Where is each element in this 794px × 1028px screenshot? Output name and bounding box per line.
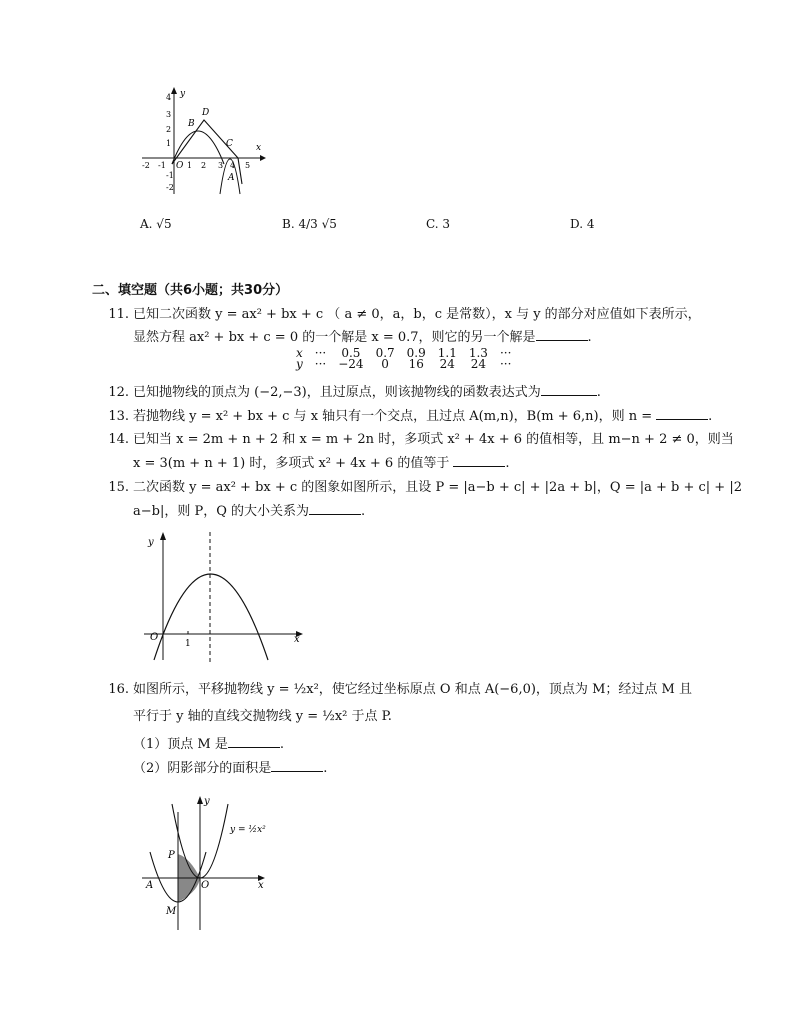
axis-label-y: y [148, 537, 154, 548]
table-cell: 0.7 [375, 346, 395, 360]
axis-label-y: y [180, 89, 186, 99]
table-cell: 16 [408, 357, 424, 371]
point-label-c: C [226, 139, 233, 149]
parabola-small [172, 131, 224, 164]
section-title: 二、填空题（共6小题；共30分） [92, 283, 289, 298]
y-axis-arrow [160, 532, 166, 540]
question-text: 已知二次函数 y = ax² + bx + c （ a ≠ 0，a，b，c 是常数），x 与 y 的部分对应值如下表所示， [133, 307, 701, 322]
choice-d-label: D. [570, 217, 587, 231]
question-text: 如图所示，平移抛物线 y = ½x²，使它经过坐标原点 O 和点 A(−6,0)，顶点为 M；经过点 M 且 [133, 682, 692, 697]
parabola [154, 574, 268, 660]
y-tick: 2 [166, 125, 172, 134]
choice-a-label: A. [140, 217, 157, 231]
question-number: 12. [108, 385, 129, 400]
question-text: （1）顶点 M 是 [133, 737, 228, 752]
answer-blank[interactable] [453, 454, 505, 467]
point-label-m: M [166, 906, 177, 917]
axis-label-x: x [256, 143, 262, 153]
question-text: x = 3(m + n + 1) 时，多项式 x² + 4x + 6 的值等于 [133, 456, 450, 471]
choice-b[interactable] [282, 217, 337, 231]
table-cell: x [296, 346, 303, 360]
period: . [279, 737, 284, 752]
x-tick: 1 [187, 161, 193, 170]
period: . [505, 456, 510, 471]
question-14-line-1 [103, 431, 734, 449]
question-13 [103, 407, 712, 426]
question-number: 15. [108, 480, 129, 495]
choice-b-value: 4/3 √5 [298, 217, 337, 231]
table-row-y [290, 359, 517, 370]
choice-c[interactable] [426, 217, 450, 231]
choice-a[interactable] [140, 217, 172, 231]
table-cell: ··· [499, 346, 512, 360]
origin-label: O [176, 161, 184, 171]
table-cell: 1.1 [437, 346, 457, 360]
origin-label: O [201, 880, 210, 891]
origin-label: O [150, 632, 159, 643]
answer-blank[interactable] [536, 328, 588, 341]
x-tick: -1 [158, 161, 166, 170]
question-text: 显然方程 ax² + bx + c = 0 的一个解是 x = 0.7，则它的另一个解是 [133, 330, 536, 345]
axis-label-y: y [204, 796, 210, 807]
choice-d[interactable] [570, 217, 594, 231]
x-tick: 4 [230, 161, 236, 170]
x-tick: 3 [218, 161, 224, 170]
period: . [323, 761, 328, 776]
point-label-p: P [168, 850, 175, 861]
question-16-line-1 [103, 681, 692, 699]
y-tick: -1 [166, 171, 174, 180]
question-16-line-2 [133, 708, 392, 726]
point-label-b: B [188, 119, 195, 129]
table-cell: 24 [439, 357, 455, 371]
question-11-line-1 [103, 306, 701, 324]
question-text: 二次函数 y = ax² + bx + c 的图象如图所示，且设 P = |a−b + c| + |2a + b|，Q = |a + b + c| + |2 [133, 480, 742, 495]
y-tick: 4 [166, 93, 172, 102]
point-label-a: A [146, 880, 154, 891]
y-tick: 1 [166, 139, 172, 148]
point-label-d: D [202, 108, 210, 118]
y-axis-arrow [197, 796, 203, 804]
answer-blank[interactable] [228, 735, 280, 748]
choice-c-label: C. [426, 217, 443, 231]
choice-d-value: 4 [586, 217, 595, 231]
question-16-sub-2 [133, 759, 327, 778]
curve-label: y = ½x² [230, 825, 266, 835]
x-tick: -2 [142, 161, 150, 170]
question-text: 若抛物线 y = x² + bx + c 与 x 轴只有一个交点，且过点 A(m,n)，B(m + 6,n)，则 n = [133, 409, 653, 424]
question-text: a−b|，则 P，Q 的大小关系为 [133, 504, 310, 519]
point-label-a: A [228, 173, 235, 183]
table-cell: 1.3 [468, 346, 488, 360]
question-12 [103, 383, 601, 402]
answer-blank[interactable] [541, 383, 597, 396]
question-number: 11. [108, 307, 129, 322]
period: . [708, 409, 713, 424]
y-axis-arrow [171, 87, 177, 94]
answer-blank[interactable] [656, 407, 708, 420]
axis-label-x: x [294, 634, 300, 645]
choice-b-label: B. [282, 217, 299, 231]
tick-label: 1 [185, 639, 191, 649]
y-tick: 3 [166, 110, 172, 119]
table-cell: 24 [470, 357, 487, 371]
table-cell: ··· [499, 357, 512, 371]
table-cell: 0 [381, 357, 389, 371]
y-tick: -2 [166, 183, 174, 192]
question-15-line-2 [133, 502, 365, 521]
figure-3-graph [140, 792, 280, 932]
x-tick: 2 [201, 161, 207, 170]
axis-label-x: x [258, 880, 264, 891]
figure-1-graph [138, 84, 266, 196]
table-cell: y [296, 357, 303, 371]
choice-a-value: √5 [156, 217, 172, 231]
choice-c-value: 3 [442, 217, 451, 231]
question-text: （2）阴影部分的面积是 [133, 761, 272, 776]
question-14-line-2 [133, 454, 509, 473]
table-cell: 0.9 [406, 346, 426, 360]
value-table [290, 348, 517, 370]
table-cell: ··· [314, 346, 327, 360]
table-cell: −24 [338, 357, 364, 371]
answer-blank[interactable] [309, 502, 361, 515]
table-cell: 0.5 [341, 346, 361, 360]
question-number: 14. [108, 432, 129, 447]
question-11-line-2 [133, 328, 592, 347]
question-number: 13. [108, 409, 129, 424]
question-text: 已知当 x = 2m + n + 2 和 x = m + 2n 时，多项式 x² + 4x + 6 的值相等，且 m−n + 2 ≠ 0，则当 [133, 432, 734, 447]
figure-2-graph [140, 528, 310, 664]
question-16-sub-1 [133, 735, 284, 754]
period: . [361, 504, 366, 519]
x-axis-arrow [260, 155, 266, 161]
question-text: 平行于 y 轴的直线交抛物线 y = ½x² 于点 P. [133, 709, 392, 724]
x-tick: 5 [245, 161, 251, 170]
period: . [587, 330, 592, 345]
question-number: 16. [108, 682, 129, 697]
question-text: 已知抛物线的顶点为 (−2,−3)，且过原点，则该抛物线的函数表达式为 [133, 385, 541, 400]
question-15-line-1 [103, 479, 742, 497]
table-cell: ··· [314, 357, 327, 371]
period: . [596, 385, 601, 400]
answer-blank[interactable] [271, 759, 323, 772]
